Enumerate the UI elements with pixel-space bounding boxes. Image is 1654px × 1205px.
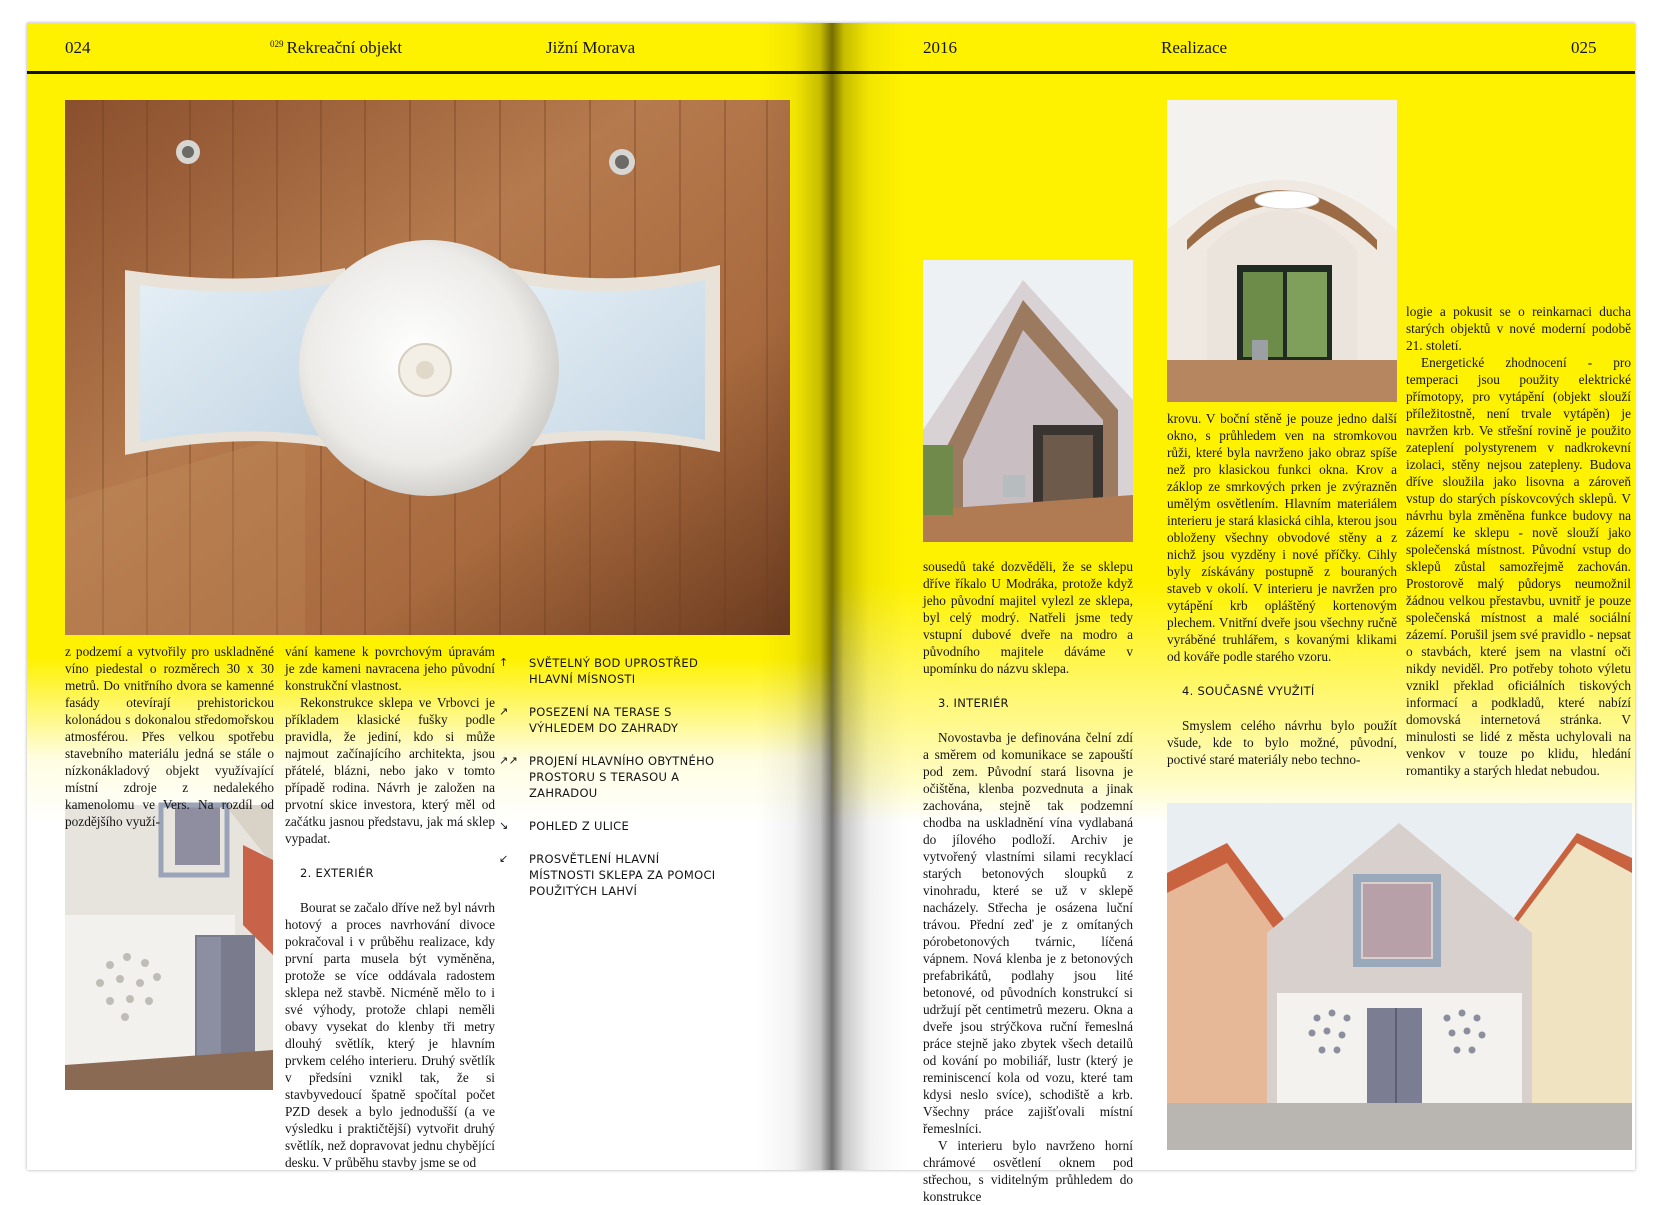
project-number: 029 — [270, 39, 284, 49]
left-page-number: 024 — [65, 38, 91, 57]
photo-ceiling-skylight — [65, 100, 790, 635]
left-col2-paragraph-3: Bourat se začalo dříve než byl návrh hotový a proces navrhování divoce pokračoval i v průběhu realizace, kdy první parta musela být vyměněna, protože se více oddávala radostem sklepa než stavbě. Nicméně mělo to i své výhody, protože chlapi neměli obavy vysekat do klenby tři metry dlouhý světlík, který je hlavním prvkem celého interieru. Druhý světlík v předsíni vznikl tak, že si stavbyvedoucí špatně spočítal počet PZD desek a bylo jednodušší (a ve výsledku i praktičtější) vytvořit druhý světlík, než dopravovat jednu chybějící desku. V průběhu stavby jsme se od — [285, 900, 495, 1170]
arrow-down-left-icon: ↙ — [499, 852, 509, 865]
legend-item — [499, 753, 729, 801]
header-rule-left — [27, 71, 831, 74]
arrow-up-icon: ↑ — [499, 656, 509, 669]
left-col1-paragraph: z podzemí a vytvořily pro uskladněné víno piedestal o rozměrech 30 x 30 metrů. Do vnitřního dvora se kamenné fasády otevírají prehistorickou kolonádou s dokonalou středomořskou atmosférou. Přes velkou spotřebu stavebního materiálu jedná se stále o nízkonákladový objekt využívající místní zdroje z nedalekého kamenolomu ve Vers. Na rozdíl od pozdějšího využí- — [65, 644, 274, 829]
right-col2-paragraph-1: krovu. V boční stěně je pouze jedno další okno, s průhledem ven na stromkovou růži, které byla navrženo jako obraz spíše než pro klasickou funkci okna. Krov a záklop ze smrkových prken je zvýrazněn umělým osvětlením. Hlavním materiálem interieru je stará klasická cihla, kterou jsou obloženy všechny obvodové stěny a z nichž jsou vyzděny i nové příčky. Cihly byly získávány postupně z bouraných staveb v okolí. V interieru je navržen pro vytápění krb opláštěný kortenovým plechem. Vnitřní dveře jsou všechny ručně vyráběné truhlářem, s kovanými klikami od kováře podle starého vzoru. — [1167, 411, 1397, 664]
photo-street-facade — [1167, 803, 1632, 1150]
right-col3-paragraph-2: Energetické zhodnocení - pro temperaci jsou použity elektrické přímotopy, pro vytápění (objekt slouží příležitostně, není trvale vytápěn) je navržen krb. Ve střešní rovině je použito zateplení polystyrenem v nadkrokevní izolaci, stěny nejsou zatepleny. Budova dříve sloužila jako lisovna a zároveň vstup do starých pískovcových sklepů. V návrhu byla změněna funkce budovy na zázemí ke sklepu - nově slouží jako společenská místnost. Původní vstup do sklepů zůstal samozřejmě zachován. Prostorově malý půdorys neumožnil žádnou velkou přestavbu, uvnitř je pouze společenská místnost a malé sociální zázemí. Porušil jsem své pravidlo - nepsat o stavbách, které jsem na vlastní oči nikdy neviděl. Pro potřeby tohoto výletu vznikl překlad oficiálních tiskových informací a podkladů, které nabízí domovská internetová stránka. V minulosti se lidé z města uchylovali na venkov v touze po klidu, hledání romantiky a starých hledat nebudou. — [1406, 355, 1631, 778]
left-col2-paragraph-1: vání kamene k povrchovým úpravám je zde kameni navracena jeho původní konstrukční vlastnost. — [285, 644, 495, 693]
right-col1-paragraph-3: V interieru bylo navrženo horní chrámové osvětlení oknem pod střechou, s viditelným průhledem do konstrukce — [923, 1138, 1133, 1204]
legend-text: POSEZENÍ NA TERASE S VÝHLEDEM DO ZAHRADY — [529, 705, 679, 735]
year: 2016 — [923, 38, 957, 57]
photo-facade-detail — [65, 805, 273, 1090]
right-text-column-2 — [1167, 410, 1397, 768]
region: Jižní Morava — [546, 38, 636, 57]
arrow-up-right-icon: ↗ — [499, 705, 509, 718]
heading-soucasne-vyuziti: 4. SOUČASNÉ VYUŽITÍ — [1182, 684, 1315, 698]
interior-vault-image — [1167, 100, 1397, 402]
arrow-down-right-icon: ↘ — [499, 819, 509, 832]
project-title-text: Rekreační objekt — [286, 38, 403, 57]
photo-interior-vault — [1167, 100, 1397, 402]
legend-text: SVĚTELNÝ BOD UPROSTŘED HLAVNÍ MÍSNOSTI — [529, 656, 699, 686]
section-title: Realizace — [1161, 38, 1228, 57]
heading-interier: 3. INTERIÉR — [938, 696, 1009, 710]
photo-gable-terrace — [923, 260, 1133, 542]
facade-detail-image — [65, 805, 273, 1090]
street-facade-image — [1167, 803, 1632, 1150]
legend-item — [499, 655, 729, 687]
project-title — [270, 38, 402, 58]
left-col2-paragraph-2: Rekonstrukce sklepa ve Vrbovci je příkladem klasické fušky podle pravidla, že jediní, kdo si může najmout začínajícího architekta, jsou přátelé, blázni, nebo jako v tomto případě rodina. Návrh je založen na prvotní skice investora, který měl od začátku jasnou představu, jak má sklep vypadat. — [285, 695, 495, 846]
legend-text: PROJENÍ HLAVNÍHO OBYTNÉHO PROSTORU S TERASOU A ZAHRADOU — [529, 754, 715, 800]
right-text-column-3 — [1406, 303, 1631, 779]
legend-item — [499, 851, 729, 899]
right-col1-paragraph-1: sousedů také dozvěděli, že se sklepu dříve říkalo U Modráka, protože když jeho původní majitel vylezl ze sklepa, byl celý modrý. Natřeli jsme tedy vstupní dubové dveře na modro a původního majitele dáváme v upomínku do názvu sklepa. — [923, 559, 1133, 676]
left-page — [27, 23, 831, 1170]
left-text-column-1 — [65, 643, 274, 830]
header-rule-right — [831, 71, 1635, 74]
legend-text: PROSVĚTLENÍ HLAVNÍ MÍSTNOSTI SKLEPA ZA POMOCI POUŽITÝCH LAHVÍ — [529, 852, 716, 898]
right-page — [831, 23, 1635, 1204]
left-text-column-2 — [285, 643, 495, 1171]
right-col2-paragraph-2: Smyslem celého návrhu bylo použít všude, kde to bylo možné, původní, poctivé staré materiály nebo techno- — [1167, 718, 1397, 767]
magazine-spread — [27, 23, 1635, 1204]
right-col3-paragraph-1: logie a pokusit se o reinkarnaci ducha starých objektů v nové moderní podobě 21. století. — [1406, 304, 1631, 353]
legend-text: POHLED Z ULICE — [529, 819, 630, 833]
heading-exterier: 2. EXTERIÉR — [300, 866, 374, 880]
legend-item — [499, 818, 729, 834]
legend-item — [499, 704, 729, 736]
gable-terrace-image — [923, 260, 1133, 542]
right-page-number: 025 — [1571, 38, 1597, 57]
right-col1-paragraph-2: Novostavba je definována čelní zdí a směrem od komunikace se zapouští pod zem. Původní stará lisovna je očištěna, klenba pozvednuta a jinak zachována, stejně tak podzemní chodba na uskladnění vína vydlabaná do jílového podloží. Archiv je vytvořený vlastními silami recyklací starých betonových sloupků z vinohradu, které se už v sklepě nacházely. Střecha je osázena luční trávou. Přední zeď je z omítaných pórobetonových tvárnic, líčená vápnem. Nová klenba je z betonových prefabrikátů, podlahy jsou lité betonové, od původních konstrukcí si udržují pět centimetrů mezeru. Okna a dveře jsou strýčkova ruční řemeslná práce stejně jako zbytek všech detailů od kování po mobiliář, lustr (který je reminiscencí kola od vozu, které tam kdysi neslo svíce), schodiště a krb. Všechny práce zajišťovali místní řemeslníci. — [923, 730, 1133, 1136]
ceiling-skylight-image — [65, 100, 790, 635]
photo-legend — [499, 655, 729, 916]
right-text-column-1 — [923, 558, 1133, 1205]
double-arrow-up-right-icon: ↗↗ — [499, 754, 519, 767]
